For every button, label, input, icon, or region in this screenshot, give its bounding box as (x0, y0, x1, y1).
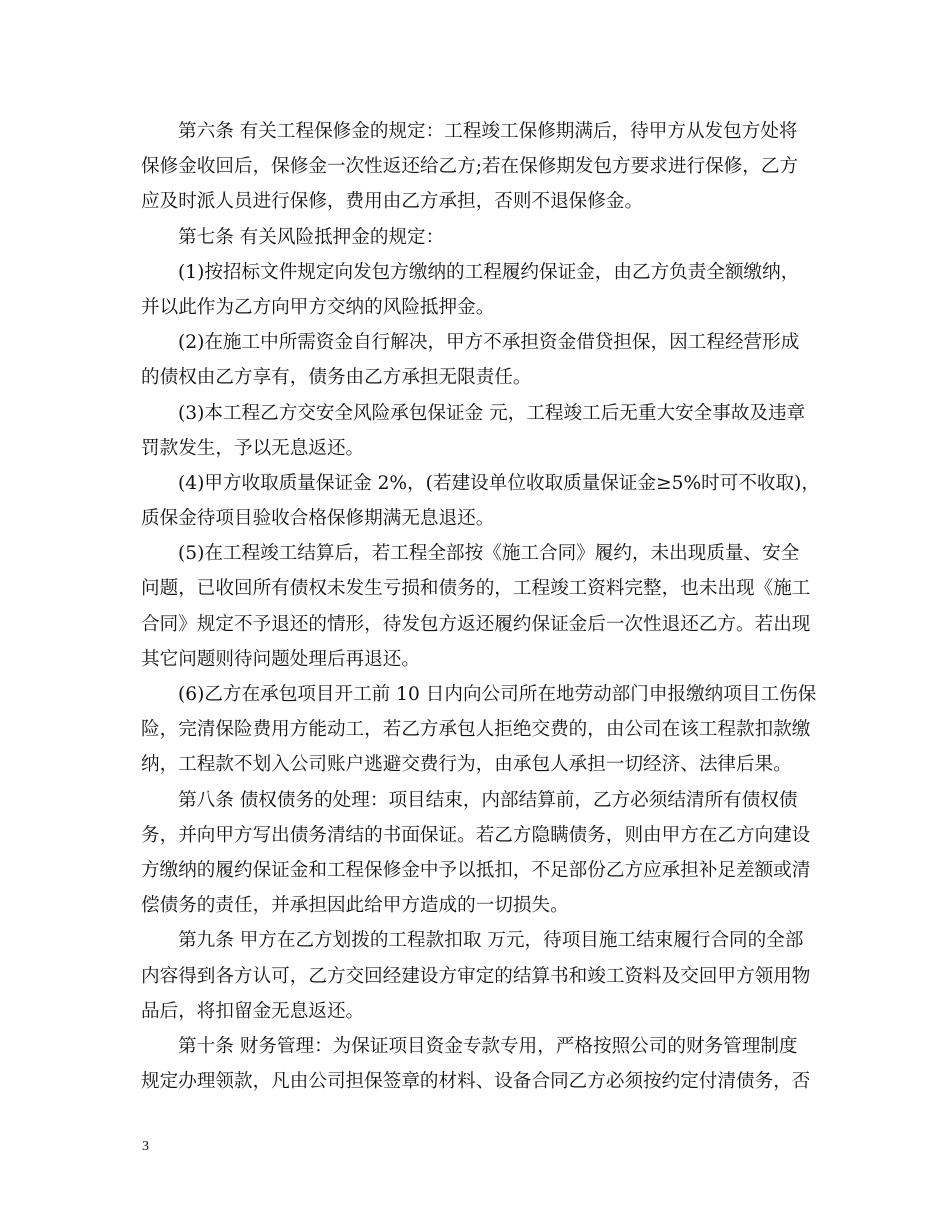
text-line: 务，并向甲方写出债务清结的书面保证。若乙方隐瞒债务，则由甲方在乙方向建设 (141, 824, 811, 846)
text-line: 险，完清保险费用方能动工，若乙方承包人拒绝交费的，由公司在该工程款扣款缴 (141, 719, 811, 741)
text-line: 应及时派人员进行保修，费用由乙方承担，否则不退保修金。 (141, 191, 644, 213)
text-line: 问题，已收回所有债权未发生亏损和债务的，工程竣工资料完整，也未出现《施工 (141, 578, 811, 600)
text-line: 的债权由乙方享有，债务由乙方承担无限责任。 (141, 367, 532, 389)
text-line: 罚款发生，予以无息返还。 (141, 437, 365, 459)
text-line: 质保金待项目验收合格保修期满无息退还。 (141, 508, 495, 530)
text-line: 品后，将扣留金无息返还。 (141, 1000, 365, 1022)
text-line: 第六条 有关工程保修金的规定：工程竣工保修期满后，待甲方从发包方处将 (178, 121, 798, 142)
body-text (141, 114, 820, 1099)
text-line: (1)按招标文件规定向发包方缴纳的工程履约保证金，由乙方负责全额缴纳， (178, 261, 800, 283)
text-line: 第九条 甲方在乙方划拨的工程款扣取 万元，待项目施工结束履行合同的全部 (178, 930, 804, 952)
text-line: (2)在施工中所需资金自行解决，甲方不承担资金借贷担保，因工程经营形成 (178, 332, 800, 354)
text-line: 内容得到各方认可，乙方交回经建设方审定的结算书和竣工资料及交回甲方领用物 (141, 965, 811, 987)
text-line: 其它问题则待问题处理后再退还。 (141, 648, 420, 670)
text-line: (6)乙方在承包项目开工前 10 日内向公司所在地劳动部门申报缴纳项目工伤保 (178, 684, 817, 705)
page-number: 3 (142, 1139, 149, 1154)
text-line: 方缴纳的履约保证金和工程保修金中予以抵扣，不足部份乙方应承担补足差额或清 (141, 859, 811, 881)
text-line: 并以此作为乙方向甲方交纳的风险抵押金。 (141, 296, 495, 318)
text-line: 保修金收回后，保修金一次性返还给乙方;若在保修期发包方要求进行保修，乙方 (141, 156, 799, 178)
text-line: 第八条 债权债务的处理：项目结束，内部结算前，乙方必须结清所有债权债 (178, 789, 798, 811)
text-line: (3)本工程乙方交安全风险承包保证金 元，工程竣工后无重大安全事故及违章 (178, 402, 806, 424)
text-line: 纳，工程款不划入公司账户逃避交费行为，由承包人承担一切经济、法律后果。 (141, 754, 792, 776)
text-line: 规定办理领款，凡由公司担保签章的材料、设备合同乙方必须按约定付清债务，否 (141, 1071, 811, 1093)
text-line: 合同》规定不予退还的情形，待发包方返还履约保证金后一次性退还乙方。若出现 (141, 613, 811, 635)
text-line: 偿债务的责任，并承担因此给甲方造成的一切损失。 (141, 895, 569, 917)
text-line: (5)在工程竣工结算后，若工程全部按《施工合同》履约，未出现质量、安全 (178, 543, 800, 565)
text-line: (4)甲方收取质量保证金 2%，(若建设单位收取质量保证金≥5%时可不收取)， (178, 472, 820, 494)
text-line: 第七条 有关风险抵押金的规定： (178, 226, 445, 248)
text-line: 第十条 财务管理：为保证项目资金专款专用，严格按照公司的财务管理制度 (178, 1035, 798, 1057)
